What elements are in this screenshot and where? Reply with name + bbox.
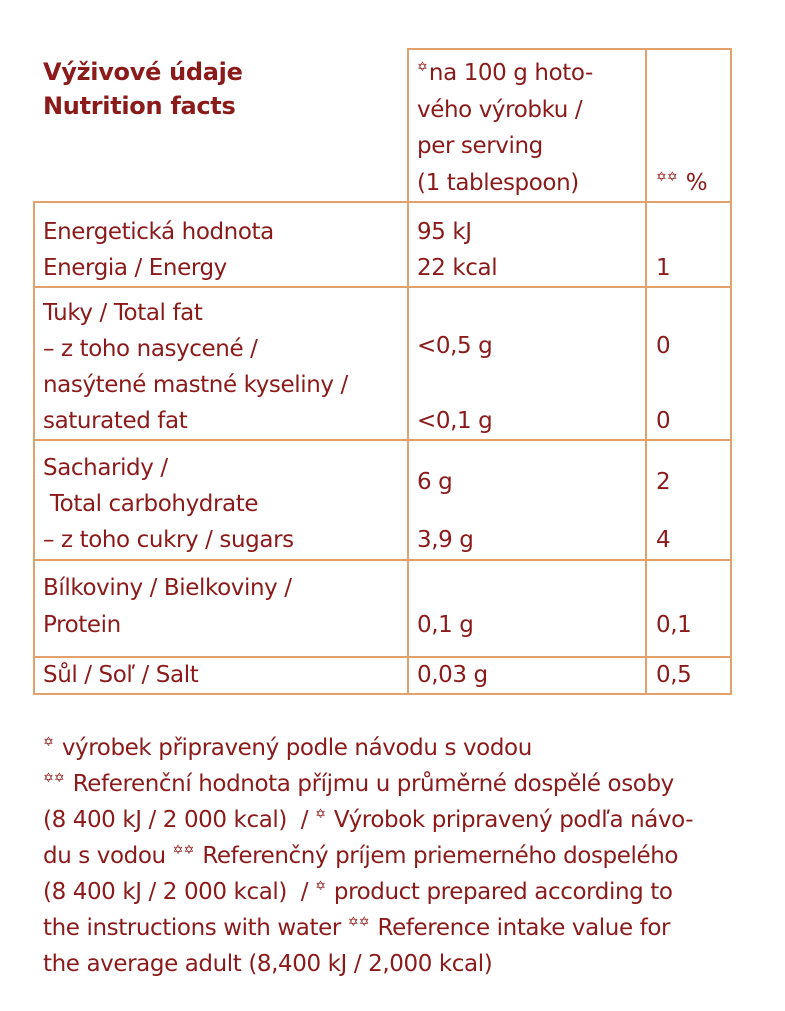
row-percent: 2 xyxy=(656,469,671,495)
row-percent: 0,1 xyxy=(656,612,692,638)
row-label: Sůl / Soľ / Salt xyxy=(43,662,199,688)
row-label: nasýtené mastné kyseliny / xyxy=(43,372,348,398)
footnote-line: ✡✡ Referenční hodnota příjmu u průměrné dospělé osoby xyxy=(43,771,674,797)
header-line: ✡na 100 g hoto- xyxy=(417,60,593,86)
row-label: Bílkoviny / Bielkoviny / xyxy=(43,575,292,601)
row-value: <0,1 g xyxy=(417,408,493,434)
table-border xyxy=(407,48,732,50)
row-label: – z toho nasycené / xyxy=(43,336,258,362)
title-czech: Výživové údaje xyxy=(43,58,243,86)
row-percent: 0 xyxy=(656,408,671,434)
star-icon: ✡ xyxy=(417,60,428,75)
row-label: Tuky / Total fat xyxy=(43,300,203,326)
table-border xyxy=(730,48,732,695)
title-english: Nutrition facts xyxy=(43,92,236,120)
row-label: saturated fat xyxy=(43,408,188,434)
row-value: <0,5 g xyxy=(417,333,493,359)
header-line: vého výrobku / xyxy=(417,97,583,123)
row-percent: 0 xyxy=(656,333,671,359)
header-percent: ✡✡ % xyxy=(656,170,708,196)
row-value: 3,9 g xyxy=(417,527,474,553)
footnote-line: ✡ výrobek připravený podle návodu s vodou xyxy=(43,735,532,761)
row-label: Energia / Energy xyxy=(43,255,227,281)
footnote-line: the average adult (8,400 kJ / 2,000 kcal) xyxy=(43,951,493,977)
table-border xyxy=(407,48,409,695)
double-star-icon: ✡✡ xyxy=(172,843,195,858)
footnotes xyxy=(43,730,763,982)
table-border xyxy=(33,201,35,695)
star-icon: ✡ xyxy=(315,879,326,894)
row-value: 6 g xyxy=(417,469,453,495)
table-border xyxy=(33,559,732,561)
header-line: per serving xyxy=(417,133,543,159)
nutrition-title xyxy=(43,55,243,123)
header-line: (1 tablespoon) xyxy=(417,170,579,196)
star-icon: ✡ xyxy=(315,807,326,822)
row-label: Energetická hodnota xyxy=(43,219,274,245)
double-star-icon: ✡✡ xyxy=(347,915,370,930)
double-star-icon: ✡✡ xyxy=(43,771,65,786)
footnote-line: (8 400 kJ / 2 000 kcal) / ✡ product prepared according to xyxy=(43,879,673,905)
footnote-line: (8 400 kJ / 2 000 kcal) / ✡ Výrobok pripravený podľa návo- xyxy=(43,807,694,833)
table-border xyxy=(645,48,647,695)
row-value: 0,03 g xyxy=(417,662,488,688)
footnote-line: du s vodou ✡✡ Referenčný príjem priemerného dospelého xyxy=(43,843,679,869)
row-label: Protein xyxy=(43,612,121,638)
row-label: – z toho cukry / sugars xyxy=(43,527,294,553)
table-border xyxy=(33,201,732,203)
row-percent: 1 xyxy=(656,255,671,281)
star-icon: ✡ xyxy=(43,735,54,750)
row-label: Total carbohydrate xyxy=(43,491,259,517)
row-value: 0,1 g xyxy=(417,612,474,638)
row-percent: 4 xyxy=(656,527,671,553)
row-percent: 0,5 xyxy=(656,662,692,688)
double-star-icon: ✡✡ xyxy=(656,170,678,185)
row-value: 95 kJ xyxy=(417,219,472,245)
row-label: Sacharidy / xyxy=(43,455,168,481)
row-value: 22 kcal xyxy=(417,255,498,281)
footnote-line: the instructions with water ✡✡ Reference intake value for xyxy=(43,915,671,941)
